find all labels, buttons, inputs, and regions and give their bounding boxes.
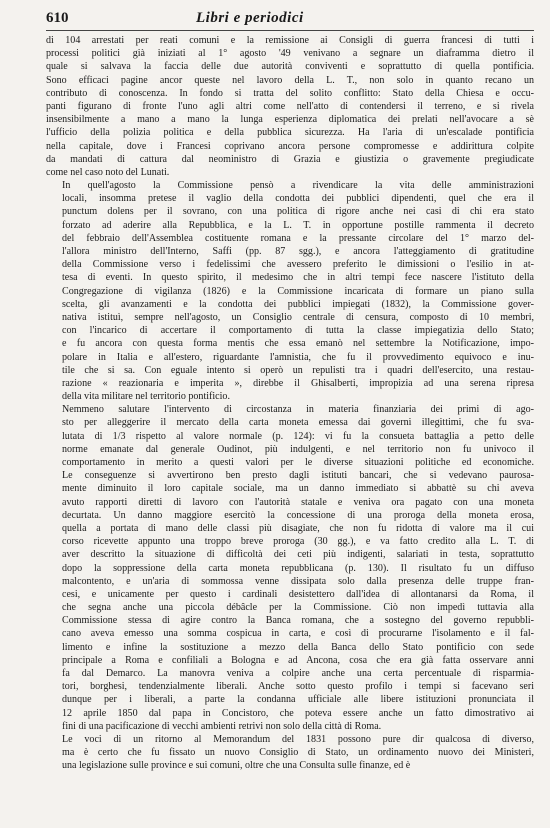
text-line: locali, insomma pretese il vaglio della condotta dei pubblici dipendenti, quel che era il xyxy=(62,193,534,205)
text-line: tile che si sa. Con eguale intento si operò un repulisti tra i quadri dell'esercito, una restau- xyxy=(62,364,534,376)
text-line: processi politici già iniziati al 1° agosto '49 venivano a segnare un diaframma dietro il xyxy=(46,48,534,60)
body-text xyxy=(46,34,534,773)
text-line: Sono efficaci pagine ancor queste nel lavoro della L. T., non solo in quanto recano un xyxy=(46,74,534,86)
text-line: principale a Roma e confiliali a Bologna e ad Ancona, cosa che era già fatta osservare anni xyxy=(62,654,534,666)
text-line: norme emanate dal generale Oudinot, più indulgenti, e nel territorio non fu univoco il xyxy=(62,443,534,455)
text-line: Congregazione di vigilanza (1826) e la Commissione incaricata di formare un piano sulla xyxy=(62,285,534,297)
text-line: nativa istituì, sempre nell'agosto, un Consiglio centrale di censura, composto di 10 membri, xyxy=(62,311,534,323)
text-line: fa dal Demarco. La manovra veniva a colpire anche una certa percentuale di risparmia- xyxy=(62,668,534,679)
text-line: decurtata. Un danno maggiore esercitò la concessione di una proroga della moneta erosa, xyxy=(62,509,534,521)
text-line: Commissione stessa di agire contro la Banca romana, che a sostegno del governo repubbli- xyxy=(62,615,534,627)
text-line: dopo la soppressione della carta moneta repubblicana (p. 130). Il risultato fu un diffuso xyxy=(62,562,534,574)
text-line: del febbraio dell'Assemblea costituente romana e la pressante circolare del 1° marzo del- xyxy=(62,232,534,244)
text-line: e fu ancora con questa forma mentis che essa emanò nel settembre la Notificazione, impo- xyxy=(62,338,534,350)
text-line: Nemmeno salutare l'intervento di circostanza in materia finanziaria dei primi di ago- xyxy=(62,404,534,416)
text-line: Le voci di un ritorno al Memorandum del 1831 possono pure dir qualcosa di diverso, xyxy=(62,733,534,745)
text-line: cesi, e unicamente per questo i cardinali desistettero dall'idea di allontanarsi da Roma, il xyxy=(62,588,534,600)
text-line: polare in Italia e all'estero, riguardante l'amnistia, che fu il provvedimento equivoco e inu- xyxy=(62,351,534,363)
text-line: quale si salvava la faccia delle due autorità conviventi e soprattutto di quella pontificia. xyxy=(46,61,534,73)
text-line: mente diminuito il loro capitale sociale, ma un danno immediato si abbattè su chi aveva xyxy=(62,483,534,495)
text-line: di 104 arrestati per reati comuni e la remissione ai Consigli di guerra francesi di tutti i xyxy=(46,35,534,46)
page-header xyxy=(46,10,534,31)
text-line: sto per alleggerire il mercato della carta moneta emessa dai governi illegittimi, che fu sva- xyxy=(62,417,534,429)
text-line: lutata di 1/3 rispetto al valore normale (p. 124): vi fu la consueta battaglia a petto delle xyxy=(62,430,534,442)
page-number: 610 xyxy=(46,10,69,26)
text-line: con l'incarico di accertare il comportamento di tutta la classe impiegatizia dello Stato; xyxy=(62,325,534,337)
text-line: comportamento in merito a questi valori per le diverse situazioni politiche ed economiche. xyxy=(62,457,534,468)
text-line: limento e infine la sostituzione a mezzo della Banca dello Stato pontificio con sede xyxy=(62,641,534,653)
paragraph xyxy=(46,403,534,733)
text-line: della Commissione verso i fedelissimi che avessero preferito le dimissioni o l'esilio in at- xyxy=(62,259,534,271)
text-line: aver descritto la situazione di difficoltà dei ceti più indigenti, salariati in testa, soprattutto xyxy=(62,549,534,561)
text-line: della vita militare nel territorio pontificio. xyxy=(62,391,230,403)
text-line: Le conseguenze si avvertirono ben presto dagli istituti bancari, che si vedevano paurosa- xyxy=(62,470,534,482)
running-head: Libri e periodici xyxy=(196,10,304,26)
text-line: l'allora ministro dell'Interno, Saffi (pp. 87 sgg.), e ancora l'atteggiamento di gratitudine xyxy=(62,246,534,257)
text-line: ma è certo che fu fissato un nuovo Consiglio di Stato, un ordinamento nuovo dei Ministeri, xyxy=(62,747,534,759)
text-line: In quell'agosto la Commissione pensò a rivendicare la vita delle amministrazioni xyxy=(62,180,534,192)
text-line: contributo di conoscenza. In fondo si tratta del solito conflitto: Stato della Chiesa e occu- xyxy=(46,87,534,99)
text-line: scelta, gli avanzamenti e la condotta dei pubblici impiegati (1832), la Commissione gover- xyxy=(62,298,534,310)
text-line: quella a portata di mano delle classi più disagiate, che non fu ridotta di valore ma il cui xyxy=(62,522,534,534)
text-line: punctum dolens per il sovrano, con una politica di rigore anche nei casi di chi era stato xyxy=(62,206,534,218)
text-line: avuto rapporti diretti di lavoro con l'autorità statale e veniva ora pagato con una moneta xyxy=(62,496,534,508)
text-line: panti figurano di fronte l'uno agli altri come nell'atto di contendersi il terreno, e si rivela xyxy=(46,100,534,112)
text-line: una legislazione sulle province e sui comuni, oltre che una Consulta sulle finanze, ed è xyxy=(62,760,411,772)
text-line: 12 aprile 1850 dal papa in Concistoro, che poteva essere anche un fatto dimostrativo ai xyxy=(62,707,534,719)
text-line: forzato ad aderire alla Repubblica, e la L. T. in opportune postille rammenta il decreto xyxy=(62,219,534,231)
text-line: corso ricevette appunto una troppo breve proroga (30 gg.), e va fatto credito alla L. T. di xyxy=(62,536,534,548)
paragraph xyxy=(46,34,534,179)
text-line: da mandati di cattura dal neoministro di Grazia e giustizia o gravemente pregiudicate xyxy=(46,153,534,165)
text-line: cano aveva emesso una somma cospicua in carta, e così di procurarne l'isolamento e il fal- xyxy=(62,628,534,640)
text-line: malcontento, e un'aria di sommossa venne dissipata solo dalla presenza delle truppe fran- xyxy=(62,575,534,587)
paragraph xyxy=(46,179,534,403)
text-line: tori, borghesi, tendenzialmente liberali. Anche sotto questo profilo i tempi si facevano seri xyxy=(62,681,534,693)
paragraph xyxy=(46,733,534,773)
text-line: insensibilmente a mano a mano la lunga esperienza diplomatica dei prelati nell'avocare a sè xyxy=(46,114,534,126)
text-line: che segna anche una piccola débâcle per la Commissione. Ciò non impedì tuttavia alla xyxy=(62,602,534,614)
text-line: come nel caso noto del Lunati. xyxy=(46,166,170,178)
text-line: fini di una pacificazione di vecchi ambienti retrivi non solo della città di Roma. xyxy=(62,720,382,732)
text-line: tesa di eventi. In questo spirito, il medesimo che in altri tempi fece nascere l'istituto della xyxy=(62,272,534,284)
text-line: dunque per i liberali, a parte la condanna ufficiale alle libere istituzioni pronunciata il xyxy=(62,694,534,706)
text-line: l'ufficio della polizia politica e della pubblica sicurezza. Ha l'aria di un'escalade pontificia xyxy=(46,127,534,139)
text-line: nella capitale, dove i Francesi coprivano ancora persone compromesse e addirittura colpite xyxy=(46,140,534,152)
text-line: razione « reazionaria e imperita », direbbe il Ghisalberti, impropizia ad una serena ripresa xyxy=(62,377,534,389)
